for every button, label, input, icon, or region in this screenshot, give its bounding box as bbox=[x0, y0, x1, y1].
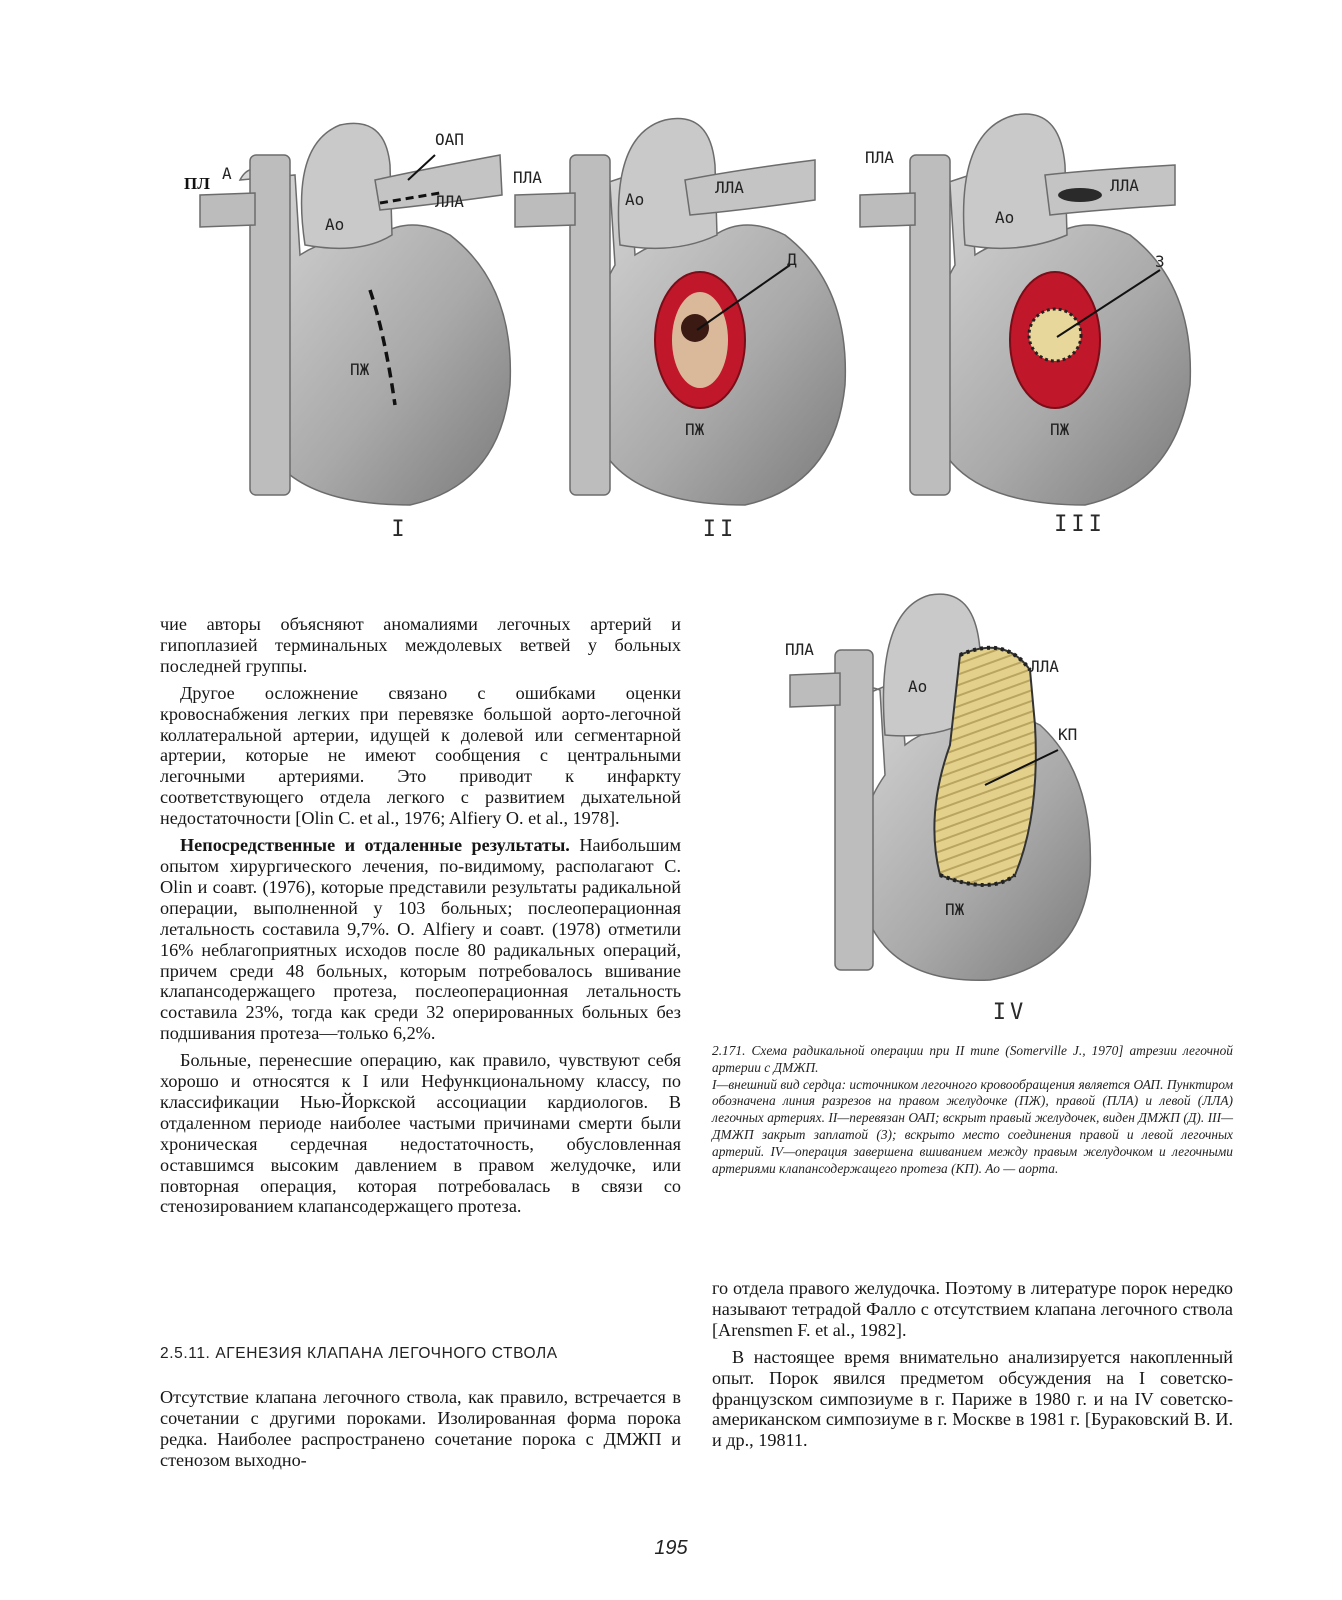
panel-numeral-2: II bbox=[702, 517, 738, 542]
svc-illustration bbox=[570, 155, 610, 495]
label-lla: ЛЛА bbox=[1030, 657, 1059, 676]
label-pla: ПЛА bbox=[513, 168, 542, 187]
pulmonary-artery-right bbox=[200, 193, 255, 227]
label-oap: ОАП bbox=[435, 130, 464, 149]
label-ao: Ао bbox=[908, 677, 928, 696]
paragraph: чие авторы объясняют аномалиями легочных артерий и гипоплазией терминальных междолевых ветвей у больных последней группы. bbox=[160, 614, 681, 676]
paragraph: Отсутствие клапана легочного ствола, как правило, встречается в сочетании с другими пороками. Изолированная форма порока редка. Наиболее распространено сочетание порока с ДМЖП и стенозом выходно- bbox=[160, 1387, 681, 1470]
vsd-defect bbox=[681, 314, 709, 342]
figure-panel-2 bbox=[515, 85, 855, 515]
label-pzh: ПЖ bbox=[350, 360, 370, 379]
label-d: Д bbox=[787, 250, 797, 269]
label-kp: КП bbox=[1058, 725, 1078, 744]
right-column bbox=[712, 1278, 1233, 1451]
page-number: 195 bbox=[654, 1537, 688, 1559]
paragraph-results bbox=[160, 835, 681, 1044]
paragraph: Больные, перенесшие операцию, как правило, чувствуют себя хорошо и относятся к I или Нефункциональному классу, по классификации Нью-Йоркской ассоциации кардиологов. В отдаленном периоде наиболее частыми причинами смерти были хроническая сердечная недостаточность, обусловленная оставшимся высоким давлением в правом желудочке, или повторная операция, которая потребовалась в связи со стенозированием клапансодержащего протеза. bbox=[160, 1050, 681, 1217]
label-lla: ЛЛА bbox=[1110, 176, 1139, 195]
figure-panel-1 bbox=[180, 85, 520, 515]
svc-illustration bbox=[910, 155, 950, 495]
caption-title: 2.171. Схема радикальной операции при II типе (Somerville J., 1970] атрезии легочной артерии с ДМЖП. bbox=[712, 1043, 1233, 1075]
left-column bbox=[160, 614, 681, 1217]
label-pl: ПЛ bbox=[184, 174, 210, 193]
patch-closure bbox=[1029, 309, 1081, 361]
label-pla: ПЛА bbox=[865, 148, 894, 167]
label-ao: Ао bbox=[995, 208, 1015, 227]
pulmonary-artery-right bbox=[860, 193, 915, 227]
label-a: А bbox=[222, 164, 232, 183]
caption-body: I—внешний вид сердца: источником легочного кровообращения является ОАП. Пунктиром обозначена линия разрезов на правом желудочке (ПЖ), правой (ПЛА) и левой (ЛЛА) легочных артериях. II—перевязан ОАП; вскрыт правый желудочек, виден ДМЖП (Д). III—ДМЖП закрыт заплатой (3); вскрыто место соединения правой и левой легочных артерий. IV—операция завершена вшиванием между правым желудочком и легочными артериями клапансодержащего протеза (КП). Ао — аорта. bbox=[712, 1076, 1233, 1176]
paragraph-text: Наибольшим опытом хирургического лечения, по-видимому, располагают С. Olin и соавт. (1976), которые представили результаты радикальной операции, выполненной у 103 больных; послеоперационная летальность составила 9,7%. О. Alfiery и соавт. (1978) отметили 16% неблагоприятных исходов после 80 радикальных операций, причем среди 48 больных, которым потребовалось вшивание клапансодержащего протеза, послеоперационная летальность составила 23%, тогда как среди 32 оперированных больных без подшивания протеза—только 6,2%. bbox=[160, 835, 681, 1044]
pulmonary-artery-right bbox=[790, 673, 840, 707]
section-heading: 2.5.11. АГЕНЕЗИЯ КЛАПАНА ЛЕГОЧНОГО СТВОЛА bbox=[160, 1345, 558, 1362]
panel-numeral-3: III bbox=[1054, 512, 1106, 537]
figure-caption bbox=[712, 1043, 1233, 1177]
figure-panel-3 bbox=[855, 85, 1205, 515]
section-run-in-heading: Непосредственные и отдаленные результаты. bbox=[180, 835, 570, 856]
label-lla: ЛЛА bbox=[715, 178, 744, 197]
label-pzh: ПЖ bbox=[945, 900, 965, 919]
label-ao: Ао bbox=[325, 215, 345, 234]
paragraph: Другое осложнение связано с ошибками оценки кровоснабжения легких при перевязке большой аорто-легочной коллатеральной артерии, идущей к долевой или сегментарной артерии, которые не имеют сообщения с центральными легочными артериями. Это приводит к инфаркту соответствующего отдела легкого с развитием дыхательной недостаточности [Olin C. et al., 1976; Alfiery O. et al., 1978]. bbox=[160, 682, 681, 829]
label-ao: Ао bbox=[625, 190, 645, 209]
svc-illustration bbox=[250, 155, 290, 495]
figure-panel-4 bbox=[785, 575, 1120, 995]
pulmonary-artery-right bbox=[515, 193, 575, 227]
label-pzh: ПЖ bbox=[1050, 420, 1070, 439]
label-pzh: ПЖ bbox=[685, 420, 705, 439]
left-column-bottom bbox=[160, 1387, 681, 1471]
label-pla: ПЛА bbox=[785, 640, 814, 659]
label-lla: ЛЛА bbox=[435, 192, 464, 211]
panel-numeral-1: I bbox=[391, 517, 409, 542]
paragraph: го отдела правого желудочка. Поэтому в литературе порок нередко называют тетрадой Фалло с отсутствием клапана легочного ствола [Arensmen F. et al., 1982]. bbox=[712, 1278, 1233, 1340]
paragraph: В настоящее время внимательно анализируется накопленный опыт. Порок явился предметом обсуждения на I советско-французском симпозиуме в г. Париже в 1980 г. и на IV советско-американском симпозиуме в г. Москве в 1981 г. [Бураковский В. И. и др., 19811. bbox=[712, 1346, 1233, 1451]
panel-numeral-4: IV bbox=[992, 1000, 1028, 1025]
label-z: З bbox=[1155, 252, 1165, 271]
